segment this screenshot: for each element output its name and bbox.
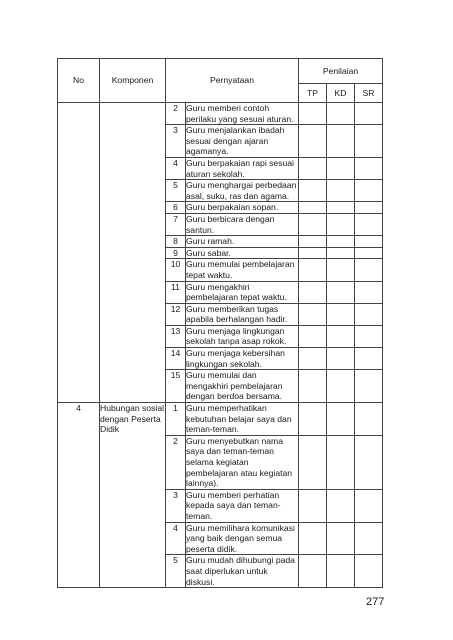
item-statement: Guru sabar. — [186, 247, 299, 259]
rating-cell-tp[interactable] — [299, 403, 327, 436]
rating-cell-tp[interactable] — [299, 202, 327, 214]
rating-cell-kd[interactable] — [327, 202, 355, 214]
item-statement: Guru memilihara komunikasi yang baik dengan semua peserta didik. — [186, 522, 299, 555]
table-body — [58, 103, 383, 588]
rating-cell-sr[interactable] — [355, 202, 383, 214]
rating-cell-sr[interactable] — [355, 489, 383, 522]
rating-cell-sr[interactable] — [355, 213, 383, 235]
table-row — [58, 403, 383, 436]
item-statement: Guru mudah dihubungi pada saat diperlukan untuk diskusi. — [186, 555, 299, 588]
rating-cell-kd[interactable] — [327, 303, 355, 325]
rating-cell-sr[interactable] — [355, 348, 383, 370]
item-statement: Guru memberikan tugas apabila berhalangan hadir. — [186, 303, 299, 325]
header-komponen: Komponen — [100, 59, 166, 103]
item-number: 4 — [166, 157, 186, 179]
item-number: 15 — [166, 370, 186, 403]
item-statement: Guru memperhatikan kebutuhan belajar saya dan teman-teman. — [186, 403, 299, 436]
rating-cell-kd[interactable] — [327, 435, 355, 489]
rating-cell-sr[interactable] — [355, 303, 383, 325]
rating-cell-tp[interactable] — [299, 247, 327, 259]
rating-cell-sr[interactable] — [355, 157, 383, 179]
assessment-table — [57, 58, 383, 588]
rating-cell-tp[interactable] — [299, 522, 327, 555]
rating-cell-sr[interactable] — [355, 325, 383, 347]
item-number: 2 — [166, 435, 186, 489]
item-number: 3 — [166, 125, 186, 158]
item-statement: Guru mengakhiri pembelajaran tepat waktu. — [186, 281, 299, 303]
item-statement: Guru menjalankan ibadah sesuai dengan ajaran agamanya. — [186, 125, 299, 158]
rating-cell-tp[interactable] — [299, 180, 327, 202]
rating-cell-tp[interactable] — [299, 435, 327, 489]
item-statement: Guru menghargai perbedaan asal, suku, ras dan agama. — [186, 180, 299, 202]
item-number: 7 — [166, 213, 186, 235]
rating-cell-tp[interactable] — [299, 489, 327, 522]
group-komponen: Hubungan sosial dengan Peserta Didik — [100, 403, 166, 588]
item-statement: Guru menjaga kebersihan lingkungan sekolah. — [186, 348, 299, 370]
rating-cell-tp[interactable] — [299, 281, 327, 303]
rating-cell-tp[interactable] — [299, 103, 327, 125]
item-number: 3 — [166, 489, 186, 522]
rating-cell-kd[interactable] — [327, 348, 355, 370]
rating-cell-sr[interactable] — [355, 180, 383, 202]
group-number — [58, 103, 100, 403]
item-statement: Guru memulai dan mengakhiri pembelajaran dengan berdoa bersama. — [186, 370, 299, 403]
rating-cell-sr[interactable] — [355, 281, 383, 303]
header-no: No — [58, 59, 100, 103]
item-number: 2 — [166, 103, 186, 125]
rating-cell-sr[interactable] — [355, 555, 383, 588]
item-number: 5 — [166, 555, 186, 588]
rating-cell-tp[interactable] — [299, 303, 327, 325]
rating-cell-kd[interactable] — [327, 370, 355, 403]
rating-cell-kd[interactable] — [327, 213, 355, 235]
rating-cell-sr[interactable] — [355, 522, 383, 555]
item-statement: Guru ramah. — [186, 236, 299, 248]
group-number: 4 — [58, 403, 100, 588]
rating-cell-kd[interactable] — [327, 281, 355, 303]
rating-cell-kd[interactable] — [327, 236, 355, 248]
rating-cell-kd[interactable] — [327, 259, 355, 281]
item-number: 12 — [166, 303, 186, 325]
rating-cell-sr[interactable] — [355, 435, 383, 489]
rating-cell-kd[interactable] — [327, 522, 355, 555]
item-number: 1 — [166, 403, 186, 436]
rating-cell-kd[interactable] — [327, 489, 355, 522]
item-number: 13 — [166, 325, 186, 347]
header-tp: TP — [299, 84, 327, 103]
header-kd: KD — [327, 84, 355, 103]
item-number: 5 — [166, 180, 186, 202]
rating-cell-kd[interactable] — [327, 125, 355, 158]
item-statement: Guru menyebutkan nama saya dan teman-teman selama kegiatan pembelajaran atau kegiatan lainnya). — [186, 435, 299, 489]
header-penilaian: Penilaian — [299, 59, 383, 84]
rating-cell-tp[interactable] — [299, 213, 327, 235]
rating-cell-sr[interactable] — [355, 370, 383, 403]
item-statement: Guru berpakaian sopan. — [186, 202, 299, 214]
rating-cell-kd[interactable] — [327, 325, 355, 347]
rating-cell-sr[interactable] — [355, 259, 383, 281]
group-komponen — [100, 103, 166, 403]
page-number: 277 — [366, 596, 385, 608]
item-number: 6 — [166, 202, 186, 214]
item-statement: Guru memberi contoh perilaku yang sesuai aturan. — [186, 103, 299, 125]
item-statement: Guru menjaga lingkungan sekolah tanpa asap rokok. — [186, 325, 299, 347]
rating-cell-sr[interactable] — [355, 125, 383, 158]
rating-cell-tp[interactable] — [299, 370, 327, 403]
rating-cell-kd[interactable] — [327, 247, 355, 259]
item-number: 4 — [166, 522, 186, 555]
rating-cell-tp[interactable] — [299, 157, 327, 179]
rating-cell-tp[interactable] — [299, 555, 327, 588]
rating-cell-kd[interactable] — [327, 180, 355, 202]
item-number: 11 — [166, 281, 186, 303]
rating-cell-tp[interactable] — [299, 259, 327, 281]
header-pernyataan: Pernyataan — [166, 59, 299, 103]
item-number: 14 — [166, 348, 186, 370]
item-statement: Guru memulai pembelajaran tepat waktu. — [186, 259, 299, 281]
rating-cell-sr[interactable] — [355, 236, 383, 248]
header-sr: SR — [355, 84, 383, 103]
rating-cell-kd[interactable] — [327, 555, 355, 588]
rating-cell-tp[interactable] — [299, 325, 327, 347]
item-statement: Guru memberi perhatian kepada saya dan teman-teman. — [186, 489, 299, 522]
rating-cell-tp[interactable] — [299, 236, 327, 248]
rating-cell-kd[interactable] — [327, 157, 355, 179]
rating-cell-tp[interactable] — [299, 125, 327, 158]
rating-cell-kd[interactable] — [327, 103, 355, 125]
rating-cell-sr[interactable] — [355, 403, 383, 436]
table-row — [58, 103, 383, 125]
item-statement: Guru berbicara dengan santun. — [186, 213, 299, 235]
item-statement: Guru berpakaian rapi sesuai aturan sekolah. — [186, 157, 299, 179]
rating-cell-sr[interactable] — [355, 247, 383, 259]
rating-cell-sr[interactable] — [355, 103, 383, 125]
item-number: 8 — [166, 236, 186, 248]
rating-cell-kd[interactable] — [327, 403, 355, 436]
item-number: 9 — [166, 247, 186, 259]
rating-cell-tp[interactable] — [299, 348, 327, 370]
item-number: 10 — [166, 259, 186, 281]
